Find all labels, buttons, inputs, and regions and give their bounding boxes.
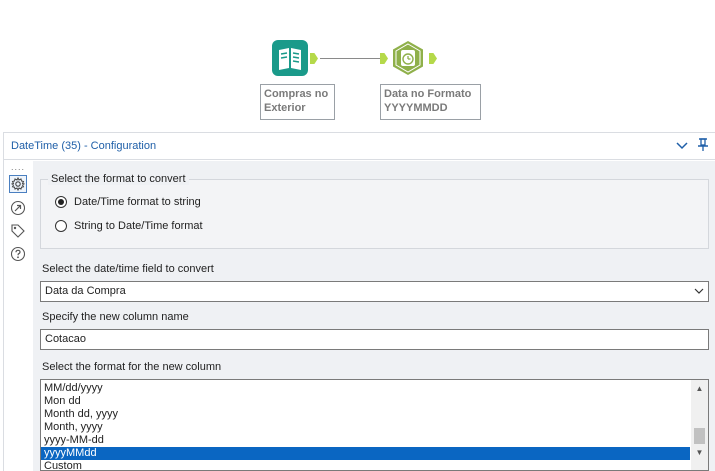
- gear-icon[interactable]: [9, 175, 27, 193]
- tool-label-datetime: Data no Formato YYYYMMDD: [380, 84, 481, 120]
- radio-datetime-to-string[interactable]: [55, 196, 201, 208]
- format-list-label: Select the format for the new column: [42, 361, 222, 373]
- configuration-panel: [3, 132, 715, 471]
- format-listbox[interactable]: [40, 379, 709, 471]
- workflow-canvas[interactable]: [0, 0, 715, 130]
- field-select-value: Data da Compra: [45, 285, 126, 297]
- pin-icon[interactable]: [695, 138, 711, 154]
- tool-connection-line: [320, 58, 380, 59]
- scrollbar-thumb[interactable]: [694, 428, 705, 444]
- output-anchor[interactable]: [310, 53, 318, 64]
- list-item[interactable]: yyyy-MM-dd: [44, 434, 104, 446]
- help-icon[interactable]: [9, 245, 27, 263]
- tag-icon[interactable]: [9, 222, 27, 240]
- radio-label: Date/Time format to string: [74, 196, 201, 208]
- list-item[interactable]: Custom: [44, 460, 82, 471]
- tool-compras-no-exterior[interactable]: [272, 40, 318, 80]
- clock-hexagon-icon: [390, 40, 426, 76]
- column-name-value: Cotacao: [45, 333, 86, 345]
- tool-datetime[interactable]: [380, 40, 440, 80]
- list-item[interactable]: Mon dd: [44, 395, 81, 407]
- radio-label: String to Date/Time format: [74, 220, 203, 232]
- list-item[interactable]: MM/dd/yyyy: [44, 382, 103, 394]
- book-input-icon: [272, 40, 308, 76]
- column-name-label: Specify the new column name: [42, 311, 189, 323]
- connection-arrow-icon[interactable]: [9, 199, 27, 217]
- radio-button[interactable]: [55, 196, 67, 208]
- panel-title: DateTime (35) - Configuration: [11, 140, 157, 152]
- field-select-dropdown[interactable]: [40, 281, 709, 302]
- chevron-down-icon[interactable]: [694, 284, 704, 298]
- field-select-label: Select the date/time field to convert: [42, 263, 214, 275]
- column-name-input[interactable]: [40, 329, 709, 350]
- radio-button[interactable]: [55, 220, 67, 232]
- list-item[interactable]: Month, yyyy: [44, 421, 103, 433]
- side-rail: [4, 161, 32, 471]
- output-anchor[interactable]: [429, 53, 437, 64]
- configuration-content: [33, 161, 715, 471]
- format-group-label: Select the format to convert: [48, 173, 189, 185]
- input-anchor[interactable]: [380, 53, 388, 64]
- tool-label-compras-no-exterior: Compras no Exterior: [260, 84, 335, 120]
- format-group: [40, 179, 709, 249]
- rail-grip[interactable]: ....: [11, 162, 26, 172]
- radio-string-to-datetime[interactable]: [55, 220, 203, 232]
- list-scrollbar[interactable]: [691, 380, 708, 471]
- list-item[interactable]: Month dd, yyyy: [44, 408, 118, 420]
- scroll-down-icon[interactable]: ▼: [695, 448, 704, 457]
- scroll-up-icon[interactable]: ▲: [695, 384, 704, 393]
- panel-header: [4, 132, 715, 160]
- chevron-down-icon[interactable]: [674, 138, 690, 154]
- list-item-selected[interactable]: yyyyMMdd: [41, 447, 690, 460]
